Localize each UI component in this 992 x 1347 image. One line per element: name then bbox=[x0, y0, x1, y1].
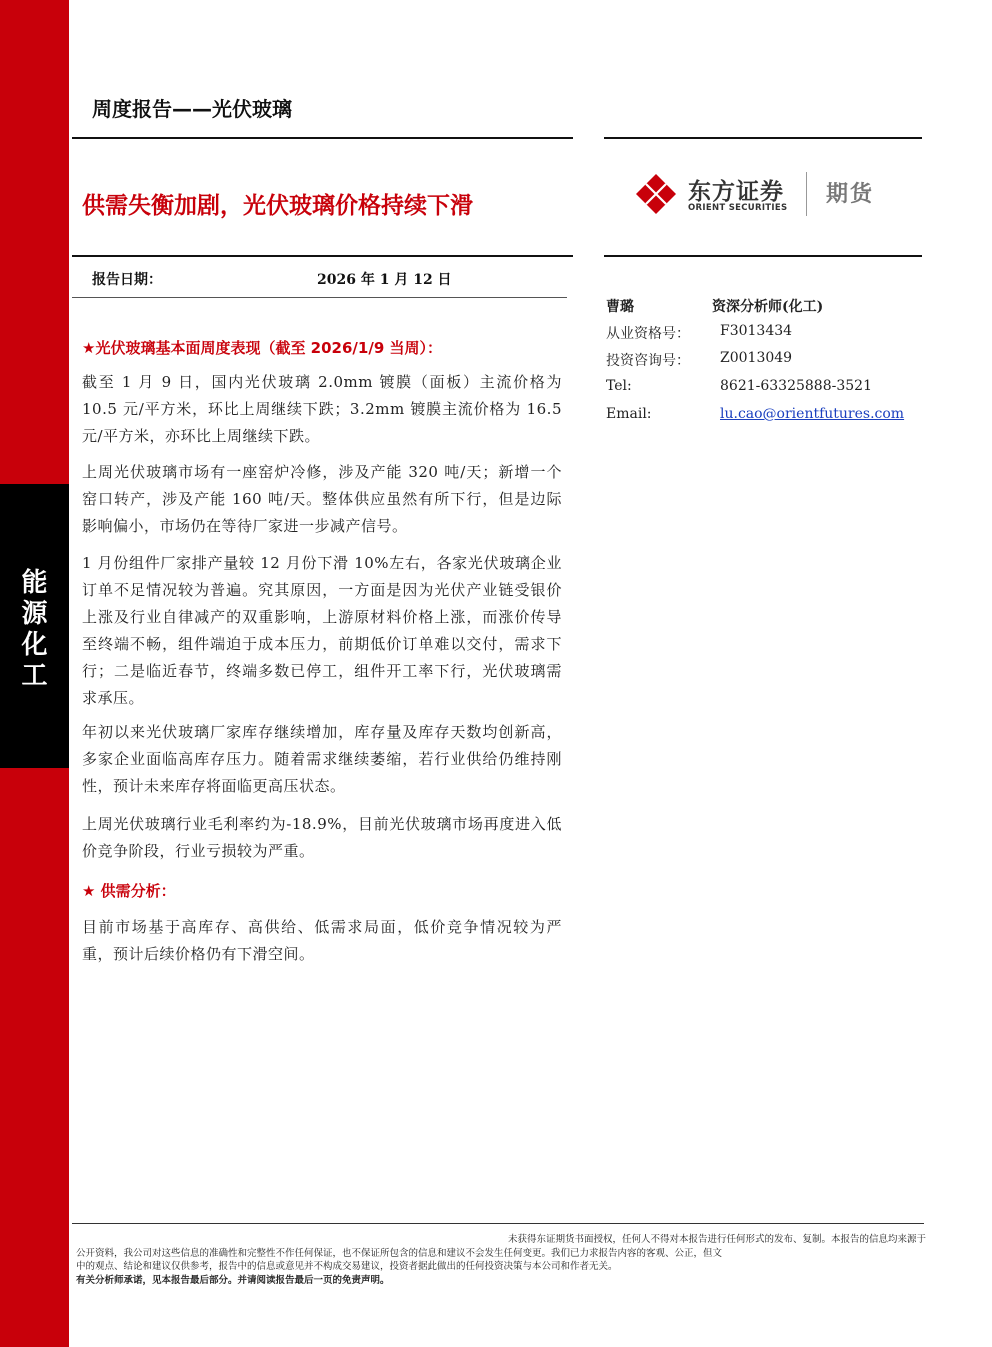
divider bbox=[604, 255, 922, 257]
company-logo bbox=[634, 172, 894, 220]
date-label: 报告日期： bbox=[92, 272, 162, 288]
footer-divider bbox=[72, 1223, 924, 1224]
email-link[interactable]: lu.cao@orientfutures.com bbox=[720, 406, 905, 422]
disclaimer-line: 未获得东证期货书面授权，任何人不得对本报告进行任何形式的发布、复制。本报告的信息均来源于 bbox=[507, 1234, 926, 1245]
divider bbox=[72, 255, 573, 257]
consulting-label: 投资咨询号： bbox=[606, 353, 690, 369]
tel-number: 8621-63325888-3521 bbox=[720, 378, 872, 394]
sector-char: 化 bbox=[21, 630, 48, 660]
analyst-title: 资深分析师(化工) bbox=[712, 299, 824, 315]
tel-label: Tel: bbox=[606, 378, 632, 394]
disclaimer-line: 有关分析师承诺，见本报告最后部分。并请阅读报告最后一页的免责声明。 bbox=[76, 1274, 390, 1286]
logo-name-en: ORIENT SECURITIES bbox=[688, 203, 788, 213]
report-date: 2026 年 1 月 12 日 bbox=[317, 272, 452, 288]
disclaimer bbox=[76, 1233, 926, 1287]
email-label: Email: bbox=[606, 406, 652, 422]
divider bbox=[604, 137, 922, 139]
sector-char: 能 bbox=[21, 568, 48, 598]
section-heading-supply-demand: ★ 供需分析： bbox=[82, 882, 176, 900]
sector-char: 源 bbox=[21, 599, 48, 629]
report-type: 周度报告——光伏玻璃 bbox=[92, 97, 292, 121]
qualification-label: 从业资格号： bbox=[606, 326, 690, 342]
section-heading-fundamentals: ★光伏玻璃基本面周度表现（截至 2026/1/9 当周）： bbox=[82, 339, 442, 357]
qualification-number: F3013434 bbox=[720, 323, 793, 339]
body-paragraph: 年初以来光伏玻璃厂家库存继续增加，库存量及库存天数均创新高，多家企业面临高库存压力。随着需求继续萎缩，若行业供给仍维持刚性，预计未来库存将面临更高压状态。 bbox=[82, 723, 562, 795]
disclaimer-line: 中的观点、结论和建议仅供参考，报告中的信息或意见并不构成交易建议，投资者据此做出的任何投资决策与本公司和作者无关。 bbox=[76, 1261, 618, 1272]
logo-name-cn: 东方证券 bbox=[688, 179, 784, 205]
page-title: 供需失衡加剧，光伏玻璃价格持续下滑 bbox=[82, 193, 473, 219]
analyst-name: 曹璐 bbox=[606, 299, 634, 315]
divider bbox=[72, 297, 567, 298]
logo-divider bbox=[806, 172, 807, 216]
sector-label bbox=[0, 568, 69, 692]
consulting-number: Z0013049 bbox=[720, 350, 793, 366]
disclaimer-line: 公开资料，我公司对这些信息的准确性和完整性不作任何保证，也不保证所包含的信息和建议不会发生任何变更。我们已力求报告内容的客观、公正，但文 bbox=[76, 1247, 723, 1259]
logo-division: 期货 bbox=[826, 182, 875, 207]
body-paragraph: 1 月份组件厂家排产量较 12 月份下滑 10%左右，各家光伏玻璃企业订单不足情况较为普遍。究其原因，一方面是因为光伏产业链受银价上涨及行业自律减产的双重影响，上游原材料价格上涨，而涨价传导至终端不畅，组件端迫于成本压力，前期低价订单难以交付，需求下行；二是临近春节，终端多数已停工，组件开工率下行，光伏玻璃需求承压。 bbox=[82, 554, 562, 707]
body-paragraph: 上周光伏玻璃市场有一座窑炉冷修，涉及产能 320 吨/天；新增一个窑口转产，涉及产能 160 吨/天。整体供应虽然有所下行，但是边际影响偏小，市场仍在等待厂家进一步减产信号。 bbox=[82, 463, 562, 535]
divider bbox=[72, 137, 573, 139]
body-paragraph: 上周光伏玻璃行业毛利率约为-18.9%，目前光伏玻璃市场再度进入低价竞争阶段，行业亏损较为严重。 bbox=[82, 815, 562, 860]
body-paragraph: 截至 1 月 9 日，国内光伏玻璃 2.0mm 镀膜（面板）主流价格为 10.5 元/平方米，环比上周继续下跌；3.2mm 镀膜主流价格为 16.5 元/平方米，亦环比上周继续下跌。 bbox=[82, 373, 562, 445]
sector-char: 工 bbox=[21, 661, 48, 691]
logo-diamond-icon bbox=[634, 172, 678, 216]
body-paragraph: 目前市场基于高库存、高供给、低需求局面，低价竞争情况较为严重，预计后续价格仍有下滑空间。 bbox=[82, 918, 562, 963]
